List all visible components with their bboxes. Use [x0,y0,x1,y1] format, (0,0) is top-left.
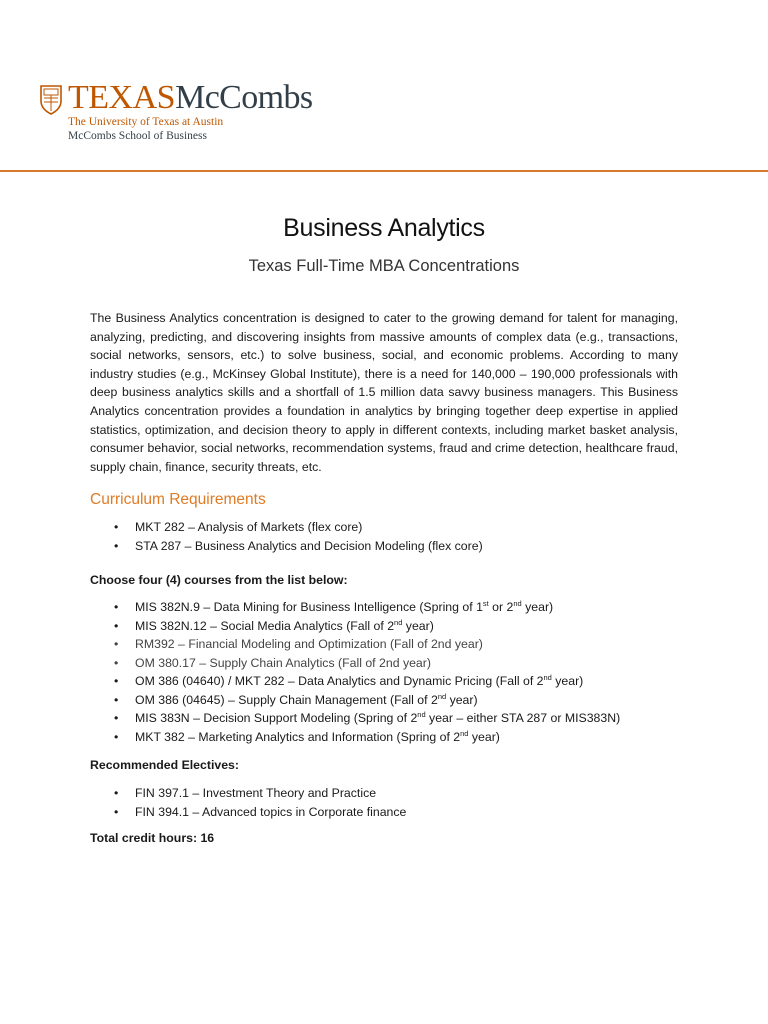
course-text: year) [521,600,554,615]
ordinal-superscript: nd [394,617,403,627]
list-item [90,691,678,710]
list-item [90,617,678,636]
course-text: year) [446,692,478,707]
main-content [90,309,678,847]
list-item: • MKT 282 – Analysis of Markets (flex core) [90,518,678,537]
list-item: • STA 287 – Business Analytics and Decision Modeling (flex core) [90,537,678,556]
choose-label: Choose four (4) courses from the list below: [90,573,348,588]
course-text: MKT 382 – Marketing Analytics and Information (Spring of 2 [135,729,461,744]
list-item [90,654,678,673]
elective-course-list [90,598,678,746]
university-name: The University of Texas at Austin [68,116,224,128]
electives-label: Recommended Electives: [90,758,239,773]
ordinal-superscript: nd [437,691,447,701]
list-item: • FIN 397.1 – Investment Theory and Practice [90,784,678,803]
list-item [90,635,678,654]
ordinal-superscript: nd [513,599,522,609]
course-text: year) [402,618,434,633]
shield-icon [40,85,62,115]
intro-paragraph: The Business Analytics concentration is designed to cater to the growing demand for talent for managing, analyzing, predicting, and discovering insights from massive amounts of complex data (e.g., transactions, social networks, sensors, etc.) to solve business, social, and economic problems. According to many industry studies (e.g., McKinsey Global Institute), there is a need for 140,000 – 190,000 professionals with deep business analytics skills and a shortfall of 1.5 million data savvy business managers. This Business Analytics concentration provides a foundation in analytics by bringing together deep expertise in applied statistics, optimization, and decision theory to apply in different contexts, including market basket analysis, consumer behavior, social networks, recommendation systems, fraud and crime detection, healthcare fraud, supply chain, finance, security threats, etc. [90,311,678,474]
course-text: MIS 382N.9 – Data Mining for Business Intelligence (Spring of 1 [135,600,483,615]
course-text: MIS 383N – Decision Support Modeling (Spring of 2 [135,711,418,726]
list-item [90,709,678,728]
curriculum-heading: Curriculum Requirements [90,491,266,509]
list-item [90,728,678,747]
course-text: year) [551,674,584,689]
course-text: OM 380.17 – Supply Chain Analytics (Fall of 2nd year) [135,655,431,670]
total-credit-hours: Total credit hours: 16 [90,831,215,846]
course-text: MIS 382N.12 – Social Media Analytics (Fall of 2 [135,618,395,633]
course-text: year – either STA 287 or MIS383N) [425,711,621,726]
page-subtitle: Texas Full-Time MBA Concentrations [248,257,520,275]
recommended-electives-list [90,784,678,821]
ordinal-superscript: nd [417,710,426,720]
course-text: OM 386 (04640) / MKT 282 – Data Analytics and Dynamic Pricing (Fall of 2 [135,674,544,689]
page-title: Business Analytics [283,214,485,242]
list-item [90,598,678,617]
course-text: year) [468,729,500,744]
course-text: or 2 [488,600,514,615]
ordinal-superscript: nd [460,728,469,738]
brand-texas: TEXAS [68,79,176,116]
list-item: • FIN 394.1 – Advanced topics in Corporate finance [90,803,678,822]
brand-mccombs: McCombs [175,79,313,116]
ordinal-superscript: st [482,599,489,609]
ordinal-superscript: nd [543,673,552,683]
school-name: McCombs School of Business [68,130,207,142]
course-text: OM 386 (04645) – Supply Chain Management (Fall of 2 [135,692,438,707]
header [0,0,768,172]
list-item [90,672,678,691]
header-divider [0,170,768,172]
mccombs-logo [40,80,313,143]
core-course-list [90,518,678,555]
course-text: RM392 – Financial Modeling and Optimization (Fall of 2nd year) [135,637,483,652]
